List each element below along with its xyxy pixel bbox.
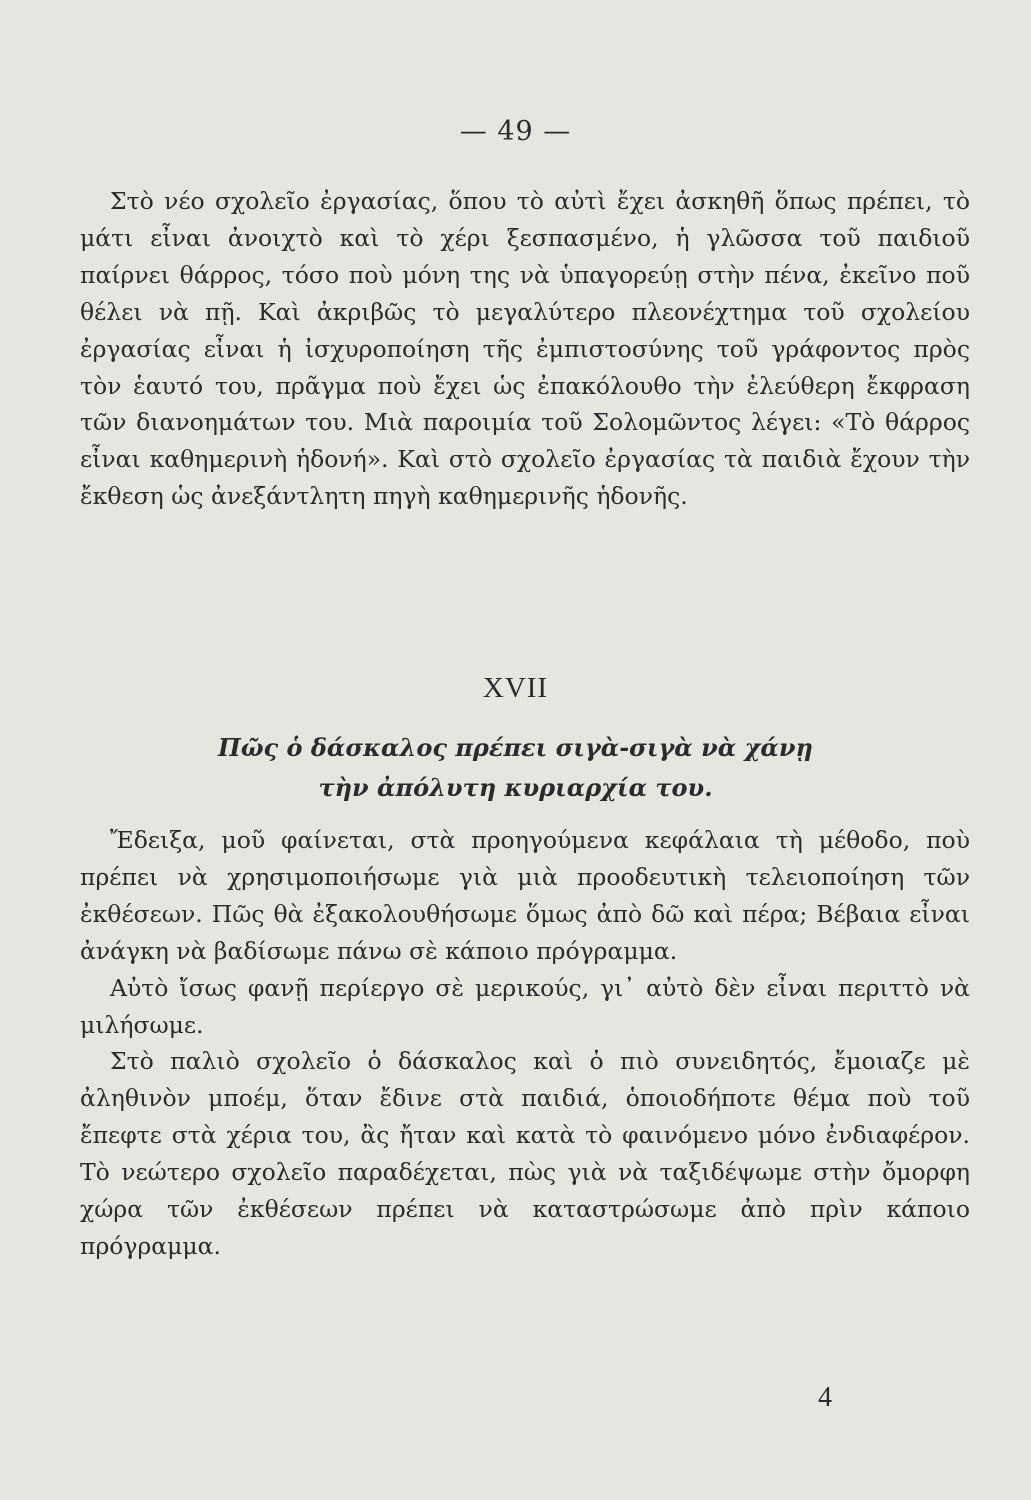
chapter-title-line-1: Πῶς ὁ δάσκαλος πρέπει σιγὰ-σιγὰ νὰ χάνῃ bbox=[218, 733, 813, 762]
chapter-title bbox=[0, 728, 1031, 808]
printer-signature-mark: 4 bbox=[818, 1382, 832, 1413]
chapter-title-line-2: τὴν ἀπόλυτη κυριαρχία του. bbox=[318, 773, 713, 802]
paragraph: Στὸ νέο σχολεῖο ἐργασίας, ὅπου τὸ αὐτὶ ἔχει ἀσκηθῆ ὅπως πρέπει, τὸ μάτι εἶναι ἀνοιχτὸ καὶ τὸ χέρι ξεσπασμένο, ἡ γλῶσσα τοῦ παιδιοῦ παίρνει θάρρος, τόσο ποὺ μόνη της νὰ ὑπαγορεύῃ στὴν πένα, ἐκεῖνο ποῦ θέλει νὰ πῇ. Καὶ ἀκριβῶς τὸ μεγαλύτερο πλεονέχτημα τοῦ σχολείου ἐργασίας εἶναι ἡ ἰσχυροποίηση τῆς ἐμπιστοσύνης τοῦ γράφοντος πρὸς τὸν ἑαυτό του, πρᾶγμα ποὺ ἔχει ὡς ἐπακόλουθο τὴν ἐλεύθερη ἔκφραση τῶν διανοημάτων του. Μιὰ παροιμία τοῦ Σολομῶντος λέγει: «Τὸ θάρρος εἶναι καθημερινὴ ἡδονή». Καὶ στὸ σχολεῖο ἐργασίας τὰ παιδιὰ ἔχουν τὴν ἔκθεση ὡς ἀνεξάντλητη πηγὴ καθημερινῆς ἡδονῆς. bbox=[80, 187, 970, 511]
paragraph: Ἔδειξα, μοῦ φαίνεται, στὰ προηγούμενα κεφάλαια τὴ μέθοδο, ποὺ πρέπει νὰ χρησιμοποιήσωμε γιὰ μιὰ προοδευτικὴ τελειοποίηση τῶν ἐκθέσεων. Πῶς θὰ ἐξακολουθήσωμε ὅμως ἀπὸ δῶ καὶ πέρα; Βέβαια εἶναι ἀνάγκη νὰ βαδίσωμε πάνω σὲ κάποιο πρόγραμμα. bbox=[80, 826, 970, 965]
chapter-number: XVII bbox=[482, 672, 549, 704]
section-two-text bbox=[80, 822, 970, 1265]
section-one-text bbox=[80, 183, 970, 515]
paragraph: Αὐτὸ ἴσως φανῇ περίεργο σὲ μερικούς, γι᾽ αὐτὸ δὲν εἶναι περιττὸ νὰ μιλήσωμε. bbox=[80, 973, 970, 1039]
paragraph: Στὸ παλιὸ σχολεῖο ὁ δάσκαλος καὶ ὁ πιὸ συνειδητός, ἔμοιαζε μὲ ἀληθινὸν μποέμ, ὅταν ἔδινε στὰ παιδιά, ὁποιοδήποτε θέμα ποὺ τοῦ ἔπεφτε στὰ χέρια του, ἂς ἤταν καὶ κατὰ τὸ φαινόμενο μόνο ἐνδιαφέρον. Τὸ νεώτερο σχολεῖο παραδέχεται, πὼς γιὰ νὰ ταξιδέψωμε στὴν ὄμορφη χώρα τῶν ἐκθέσεων πρέπει νὰ καταστρώσωμε ἀπὸ πρὶν κάποιο πρόγραμμα. bbox=[80, 1047, 970, 1260]
page-number: — 49 — bbox=[459, 116, 572, 147]
